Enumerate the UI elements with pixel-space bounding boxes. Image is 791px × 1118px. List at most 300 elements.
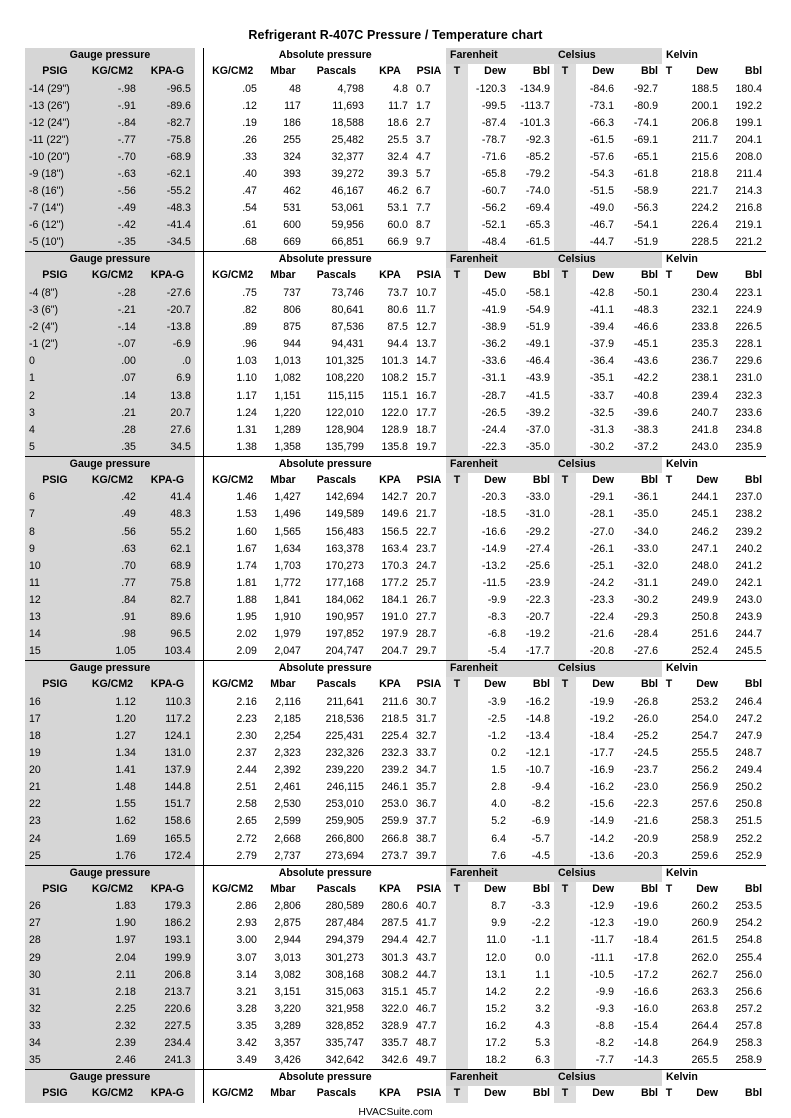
cell-celsius-t: [554, 626, 576, 643]
cell-kelvin-bbl: 231.0: [735, 372, 763, 385]
cell-farenheit-t: [446, 81, 468, 98]
cell-celsius-bbl: -38.3: [633, 423, 659, 436]
cell-farenheit-t: [446, 711, 468, 728]
cell-pascals: 39,272: [331, 167, 364, 180]
cell-psig: 8: [25, 524, 85, 541]
cell-celsius-bbl: -30.2: [633, 593, 659, 606]
cell-kpa: 308.2: [381, 968, 408, 981]
cell-celsius-dew: -44.7: [589, 236, 614, 249]
cell-celsius-bbl: -34.0: [633, 525, 659, 538]
cell-kgcm2-absolute: 1.74: [236, 559, 257, 572]
cell-kgcm2-absolute: 1.53: [236, 508, 257, 521]
cell-kelvin-bbl: 199.1: [735, 116, 763, 129]
cell-gap: [195, 234, 204, 252]
cell-psia: 49.7: [415, 1054, 437, 1067]
cell-gap: [195, 132, 204, 149]
cell-gap: [195, 302, 204, 319]
cell-gap: [195, 745, 204, 762]
cell-kgcm2-absolute: .96: [242, 338, 257, 351]
cell-celsius-dew: -30.2: [589, 440, 614, 453]
column-header-celsius-bbl: Bbl: [640, 882, 659, 895]
cell-kpa-g: 137.9: [140, 762, 195, 779]
cell-gap: [195, 336, 204, 353]
cell-pascals: 246,115: [326, 781, 364, 794]
cell-psia: 11.7: [415, 304, 436, 317]
table-row: [25, 967, 766, 984]
cell-celsius-t: [554, 728, 576, 745]
column-header-psig: PSIG: [25, 1086, 85, 1103]
cell-kpa: 149.6: [381, 508, 408, 521]
cell-celsius-dew: -8.2: [595, 1037, 614, 1049]
cell-pascals: 156,483: [325, 525, 364, 538]
cell-farenheit-bbl: 0.0: [535, 951, 550, 964]
cell-farenheit-t: [446, 558, 468, 575]
cell-gap: [195, 439, 204, 457]
cell-kpa: 25.5: [387, 133, 408, 146]
cell-farenheit-bbl: -134.9: [519, 82, 550, 95]
cell-farenheit-bbl: 4.3: [535, 1019, 550, 1032]
column-header-farenheit-t: T: [446, 268, 468, 285]
column-header-gap: [195, 268, 204, 285]
cell-celsius-dew: -54.3: [589, 167, 614, 180]
table-row: [25, 762, 766, 779]
cell-celsius-bbl: -23.7: [633, 764, 659, 777]
cell-kelvin-dew: 264.9: [691, 1037, 719, 1049]
group-header-gauge-pressure: Gauge pressure: [25, 1070, 195, 1086]
cell-kpa-g: 220.6: [140, 1001, 195, 1018]
cell-kelvin-t: [662, 694, 676, 711]
cell-pascals: 115,115: [327, 389, 364, 402]
column-header-celsius-bbl: Bbl: [640, 473, 659, 486]
cell-kgcm2-gauge: 2.46: [85, 1052, 140, 1070]
cell-mbar: 2,323: [274, 747, 301, 760]
cell-kgcm2-absolute: 1.10: [236, 372, 257, 385]
column-header-farenheit-dew: Dew: [484, 678, 506, 691]
cell-kelvin-t: [662, 932, 676, 949]
cell-celsius-t: [554, 694, 576, 711]
cell-celsius-bbl: -65.1: [633, 150, 659, 163]
cell-kgcm2-gauge: 1.48: [85, 779, 140, 796]
cell-kpa-g: -55.2: [140, 183, 195, 200]
cell-mbar: 1,220: [274, 406, 301, 419]
cell-celsius-t: [554, 200, 576, 217]
group-header-row: [25, 866, 766, 882]
cell-kgcm2-absolute: 2.65: [236, 815, 257, 828]
cell-celsius-dew: -19.9: [589, 695, 614, 708]
cell-kelvin-t: [662, 353, 676, 370]
cell-kelvin-dew: 211.7: [692, 133, 719, 146]
cell-kgcm2-gauge: -.21: [85, 302, 140, 319]
cell-celsius-bbl: -74.1: [633, 116, 659, 129]
cell-kelvin-bbl: 245.5: [735, 645, 763, 658]
cell-psig: -13 (26"): [25, 98, 85, 115]
cell-celsius-t: [554, 524, 576, 541]
cell-kelvin-bbl: 244.7: [735, 628, 763, 641]
cell-kelvin-bbl: 229.6: [735, 355, 763, 368]
group-header-kelvin: Kelvin: [666, 49, 698, 61]
cell-farenheit-dew: 8.7: [491, 900, 506, 913]
cell-pascals: 211,641: [326, 695, 364, 708]
column-header-farenheit-t: T: [446, 882, 468, 899]
group-header-farenheit: Farenheit: [446, 661, 554, 677]
cell-kelvin-bbl: 252.9: [735, 849, 763, 862]
cell-kgcm2-gauge: 1.62: [85, 813, 140, 830]
cell-kelvin-bbl: 250.2: [735, 781, 763, 794]
cell-farenheit-dew: -99.5: [481, 99, 506, 112]
group-header-row: [25, 457, 766, 473]
cell-psig: 5: [25, 439, 85, 457]
group-header-farenheit: Farenheit: [446, 457, 554, 473]
cell-kelvin-t: [662, 422, 676, 439]
cell-kelvin-dew: 256.2: [691, 764, 719, 777]
table-row: [25, 422, 766, 439]
cell-kelvin-t: [662, 575, 676, 592]
column-header-mbar: Mbar: [270, 1087, 296, 1100]
cell-pascals: 80,641: [331, 304, 364, 317]
cell-kelvin-bbl: 226.5: [735, 321, 763, 334]
group-header-farenheit: Farenheit: [446, 48, 554, 64]
column-header-farenheit-dew: Dew: [484, 882, 506, 895]
cell-celsius-t: [554, 166, 576, 183]
cell-psig: -6 (12"): [25, 217, 85, 234]
cell-kpa-g: 103.4: [140, 643, 195, 661]
cell-kpa-g: 124.1: [140, 728, 195, 745]
cell-gap: [195, 575, 204, 592]
column-header-psig: PSIG: [25, 473, 85, 490]
cell-gap: [195, 422, 204, 439]
cell-pascals: 59,956: [331, 219, 364, 232]
cell-psia: 41.7: [415, 917, 437, 930]
cell-celsius-bbl: -69.1: [633, 133, 659, 146]
cell-mbar: 875: [283, 321, 301, 334]
cell-farenheit-bbl: -39.2: [525, 406, 550, 419]
cell-pascals: 266,800: [325, 832, 364, 845]
cell-celsius-dew: -42.8: [589, 286, 614, 299]
cell-psia: 44.7: [415, 968, 437, 981]
cell-celsius-bbl: -20.3: [633, 849, 659, 862]
cell-kpa: 328.9: [381, 1019, 408, 1032]
cell-kelvin-t: [662, 711, 676, 728]
table-row: [25, 831, 766, 848]
cell-celsius-t: [554, 302, 576, 319]
column-header-pascals: Pascals: [316, 882, 357, 895]
cell-psig: -8 (16"): [25, 183, 85, 200]
cell-gap: [195, 524, 204, 541]
cell-mbar: 2,737: [274, 849, 301, 862]
cell-kgcm2-gauge: .70: [85, 558, 140, 575]
cell-psia: 13.7: [415, 338, 437, 351]
cell-kpa: 342.6: [381, 1054, 408, 1067]
column-header-kelvin-dew: Dew: [696, 882, 719, 895]
group-header-row: [25, 1070, 766, 1086]
cell-psig: 15: [25, 643, 85, 661]
cell-kgcm2-gauge: -.28: [85, 285, 140, 302]
cell-kgcm2-absolute: .47: [242, 185, 257, 198]
cell-kelvin-dew: 254.7: [691, 730, 719, 742]
cell-celsius-t: [554, 796, 576, 813]
cell-celsius-dew: -61.5: [589, 133, 614, 146]
cell-psig: 31: [25, 984, 85, 1001]
cell-kelvin-dew: 246.2: [691, 525, 719, 538]
table-row: [25, 489, 766, 506]
cell-kpa-g: 89.6: [140, 609, 195, 626]
cell-mbar: 2,392: [274, 764, 301, 777]
cell-kgcm2-absolute: .26: [242, 133, 257, 146]
column-header-celsius-dew: Dew: [592, 1087, 614, 1100]
cell-mbar: 737: [283, 286, 301, 299]
cell-kelvin-dew: 259.6: [691, 849, 719, 862]
column-header-kelvin-t: T: [665, 269, 673, 282]
cell-celsius-bbl: -31.1: [633, 576, 659, 589]
column-header-kelvin-bbl: Bbl: [744, 678, 763, 691]
group-header-celsius: Celsius: [554, 661, 662, 677]
cell-kgcm2-gauge: .77: [85, 575, 140, 592]
cell-mbar: 255: [283, 133, 301, 146]
cell-celsius-bbl: -29.3: [633, 611, 659, 624]
cell-celsius-t: [554, 967, 576, 984]
cell-kelvin-dew: 188.5: [691, 82, 719, 95]
cell-celsius-bbl: -50.1: [633, 286, 659, 299]
cell-farenheit-t: [446, 898, 468, 915]
cell-celsius-bbl: -21.6: [633, 815, 659, 828]
cell-celsius-t: [554, 319, 576, 336]
cell-farenheit-bbl: -54.9: [525, 304, 550, 317]
column-header-kelvin-dew: Dew: [696, 1087, 719, 1100]
cell-kpa-g: -89.6: [140, 98, 195, 115]
cell-kpa: 66.9: [387, 236, 408, 249]
cell-kelvin-t: [662, 285, 676, 302]
cell-celsius-t: [554, 831, 576, 848]
column-header-psia: PSIA: [416, 678, 442, 691]
cell-celsius-dew: -49.0: [589, 202, 614, 215]
table-row: [25, 506, 766, 523]
cell-celsius-dew: -21.6: [589, 628, 614, 641]
cell-kpa: 287.5: [381, 917, 408, 930]
cell-celsius-dew: -41.1: [589, 304, 614, 317]
column-header-celsius-bbl: Bbl: [640, 269, 659, 282]
cell-pascals: 225,431: [325, 730, 364, 742]
cell-pascals: 184,062: [325, 593, 364, 606]
cell-kelvin-t: [662, 1018, 676, 1035]
cell-kelvin-t: [662, 166, 676, 183]
cell-psig: 4: [25, 422, 85, 439]
cell-kpa-g: 241.3: [140, 1052, 195, 1070]
cell-kpa: 94.4: [387, 338, 408, 351]
column-header-mbar: Mbar: [270, 473, 296, 486]
column-header-celsius-dew: Dew: [592, 473, 614, 486]
cell-farenheit-t: [446, 405, 468, 422]
cell-farenheit-bbl: -6.9: [531, 815, 550, 828]
cell-kgcm2-gauge: .28: [85, 422, 140, 439]
cell-farenheit-t: [446, 609, 468, 626]
cell-mbar: 2,185: [274, 712, 301, 725]
cell-psig: 3: [25, 405, 85, 422]
group-header-gauge-pressure: Gauge pressure: [25, 252, 195, 268]
cell-kelvin-bbl: 243.9: [735, 611, 763, 624]
cell-psia: 21.7: [415, 508, 437, 521]
cell-kelvin-dew: 258.3: [691, 815, 719, 828]
cell-pascals: 190,957: [325, 611, 364, 624]
cell-psig: 35: [25, 1052, 85, 1070]
cell-kgcm2-absolute: 1.38: [236, 440, 257, 453]
column-header-row: [25, 64, 766, 81]
cell-kpa-g: .0: [140, 353, 195, 370]
cell-kelvin-t: [662, 506, 676, 523]
cell-pascals: 163,378: [325, 542, 364, 555]
column-header-psig: PSIG: [25, 882, 85, 899]
column-header-farenheit-bbl: Bbl: [532, 269, 550, 282]
cell-farenheit-t: [446, 796, 468, 813]
cell-psia: 34.7: [415, 764, 437, 777]
cell-kelvin-t: [662, 200, 676, 217]
cell-celsius-dew: -17.7: [589, 747, 614, 760]
cell-farenheit-bbl: -23.9: [525, 576, 550, 589]
cell-farenheit-dew: -8.3: [487, 611, 506, 624]
column-header-mbar: Mbar: [270, 882, 296, 895]
cell-celsius-bbl: -25.2: [633, 730, 659, 742]
cell-farenheit-bbl: -37.0: [525, 423, 550, 436]
cell-kgcm2-absolute: 2.93: [236, 917, 257, 930]
cell-kgcm2-gauge: 1.97: [85, 932, 140, 949]
cell-kelvin-bbl: 248.7: [735, 747, 763, 760]
cell-farenheit-dew: 18.2: [485, 1054, 506, 1067]
cell-farenheit-bbl: -10.7: [525, 764, 550, 777]
cell-celsius-bbl: -27.6: [633, 645, 659, 658]
cell-kpa-g: 186.2: [140, 915, 195, 932]
cell-kpa: 239.2: [381, 764, 408, 777]
cell-kgcm2-absolute: 2.79: [236, 849, 257, 862]
cell-psia: 43.7: [415, 951, 437, 964]
cell-mbar: 2,875: [274, 917, 301, 930]
cell-pascals: 232,326: [325, 747, 364, 760]
cell-psig: -11 (22"): [25, 132, 85, 149]
cell-farenheit-t: [446, 643, 468, 661]
column-header-kpa: KPA: [379, 678, 401, 691]
cell-kgcm2-gauge: -.63: [85, 166, 140, 183]
cell-kelvin-dew: 243.0: [691, 440, 719, 453]
cell-psia: 3.7: [415, 133, 431, 146]
cell-kgcm2-gauge: -.14: [85, 319, 140, 336]
group-header-gauge-pressure: Gauge pressure: [25, 48, 195, 64]
table-row: [25, 1018, 766, 1035]
cell-kelvin-bbl: 216.8: [735, 202, 763, 215]
cell-celsius-t: [554, 1018, 576, 1035]
cell-celsius-bbl: -40.8: [633, 389, 659, 402]
cell-kpa: 204.7: [381, 645, 408, 658]
cell-mbar: 1,151: [274, 389, 301, 402]
cell-pascals: 253,010: [325, 798, 364, 811]
cell-pascals: 342,642: [325, 1054, 364, 1067]
cell-psig: -1 (2"): [25, 336, 85, 353]
cell-farenheit-t: [446, 967, 468, 984]
cell-kpa-g: 110.3: [140, 694, 195, 711]
table-row: [25, 592, 766, 609]
cell-kelvin-bbl: 180.4: [735, 82, 763, 95]
cell-kelvin-t: [662, 848, 676, 866]
cell-celsius-dew: -31.3: [589, 423, 614, 436]
cell-farenheit-t: [446, 848, 468, 866]
cell-farenheit-t: [446, 1035, 468, 1052]
cell-kpa: 122.0: [381, 406, 408, 419]
column-header-row: [25, 473, 766, 490]
cell-kgcm2-gauge: -.98: [85, 81, 140, 98]
cell-kgcm2-absolute: 2.37: [236, 747, 257, 760]
cell-kelvin-bbl: 242.1: [735, 576, 763, 589]
cell-celsius-t: [554, 353, 576, 370]
column-header-farenheit-bbl: Bbl: [532, 1087, 550, 1100]
cell-farenheit-bbl: -3.3: [531, 900, 550, 913]
cell-kelvin-bbl: 246.4: [735, 695, 763, 708]
cell-celsius-dew: -37.9: [589, 338, 614, 351]
column-header-farenheit-t: T: [446, 473, 468, 490]
cell-kelvin-bbl: 241.2: [735, 559, 763, 572]
cell-kgcm2-absolute: 1.17: [236, 389, 257, 402]
cell-farenheit-t: [446, 915, 468, 932]
column-header-kgcm2-gauge: KG/CM2: [85, 677, 140, 694]
cell-farenheit-t: [446, 336, 468, 353]
group-header-farenheit: Farenheit: [446, 1070, 554, 1086]
cell-kelvin-dew: 218.8: [691, 167, 719, 180]
cell-kpa-g: -27.6: [140, 285, 195, 302]
column-header-psig: PSIG: [25, 268, 85, 285]
cell-kpa: 4.8: [393, 82, 408, 95]
pt-chart-table: [25, 48, 766, 1103]
cell-kpa-g: 199.9: [140, 950, 195, 967]
cell-kgcm2-absolute: .19: [242, 116, 257, 129]
cell-celsius-dew: -14.2: [589, 832, 614, 845]
group-header-celsius: Celsius: [554, 48, 662, 64]
cell-celsius-bbl: -17.8: [633, 951, 659, 964]
cell-kpa: 87.5: [387, 321, 408, 334]
cell-celsius-bbl: -28.4: [633, 628, 659, 641]
cell-farenheit-dew: -24.4: [481, 423, 506, 436]
cell-psia: 40.7: [415, 900, 437, 913]
cell-kelvin-bbl: 223.1: [735, 286, 763, 299]
cell-kelvin-bbl: 232.3: [735, 389, 763, 402]
cell-kelvin-dew: 244.1: [691, 491, 719, 504]
cell-farenheit-bbl: -12.1: [525, 747, 550, 760]
cell-farenheit-dew: -16.6: [481, 525, 506, 538]
cell-kelvin-dew: 262.7: [691, 968, 719, 981]
cell-celsius-bbl: -15.4: [633, 1019, 659, 1032]
cell-kelvin-t: [662, 813, 676, 830]
cell-mbar: 1,841: [274, 593, 301, 606]
cell-farenheit-bbl: -8.2: [531, 798, 550, 811]
cell-kpa: 60.0: [387, 219, 408, 232]
cell-farenheit-t: [446, 524, 468, 541]
column-header-farenheit-bbl: Bbl: [532, 473, 550, 486]
cell-psia: 0.7: [415, 82, 431, 95]
cell-farenheit-bbl: -27.4: [525, 542, 550, 555]
cell-celsius-t: [554, 711, 576, 728]
cell-kgcm2-absolute: 3.21: [236, 985, 257, 998]
cell-mbar: 3,082: [274, 968, 301, 981]
cell-farenheit-bbl: -14.8: [525, 712, 550, 725]
cell-kpa: 73.7: [387, 286, 408, 299]
cell-celsius-dew: -16.9: [589, 764, 614, 777]
cell-psia: 12.7: [415, 321, 437, 334]
cell-farenheit-t: [446, 370, 468, 387]
cell-kgcm2-gauge: -.70: [85, 149, 140, 166]
cell-kelvin-dew: 249.9: [691, 593, 719, 606]
table-row: [25, 932, 766, 949]
cell-celsius-bbl: -45.1: [633, 338, 659, 351]
cell-farenheit-t: [446, 762, 468, 779]
cell-kpa-g: 75.8: [140, 575, 195, 592]
cell-kpa-g: 117.2: [140, 711, 195, 728]
cell-kelvin-bbl: 253.5: [735, 900, 763, 913]
cell-celsius-dew: -36.4: [589, 355, 614, 368]
